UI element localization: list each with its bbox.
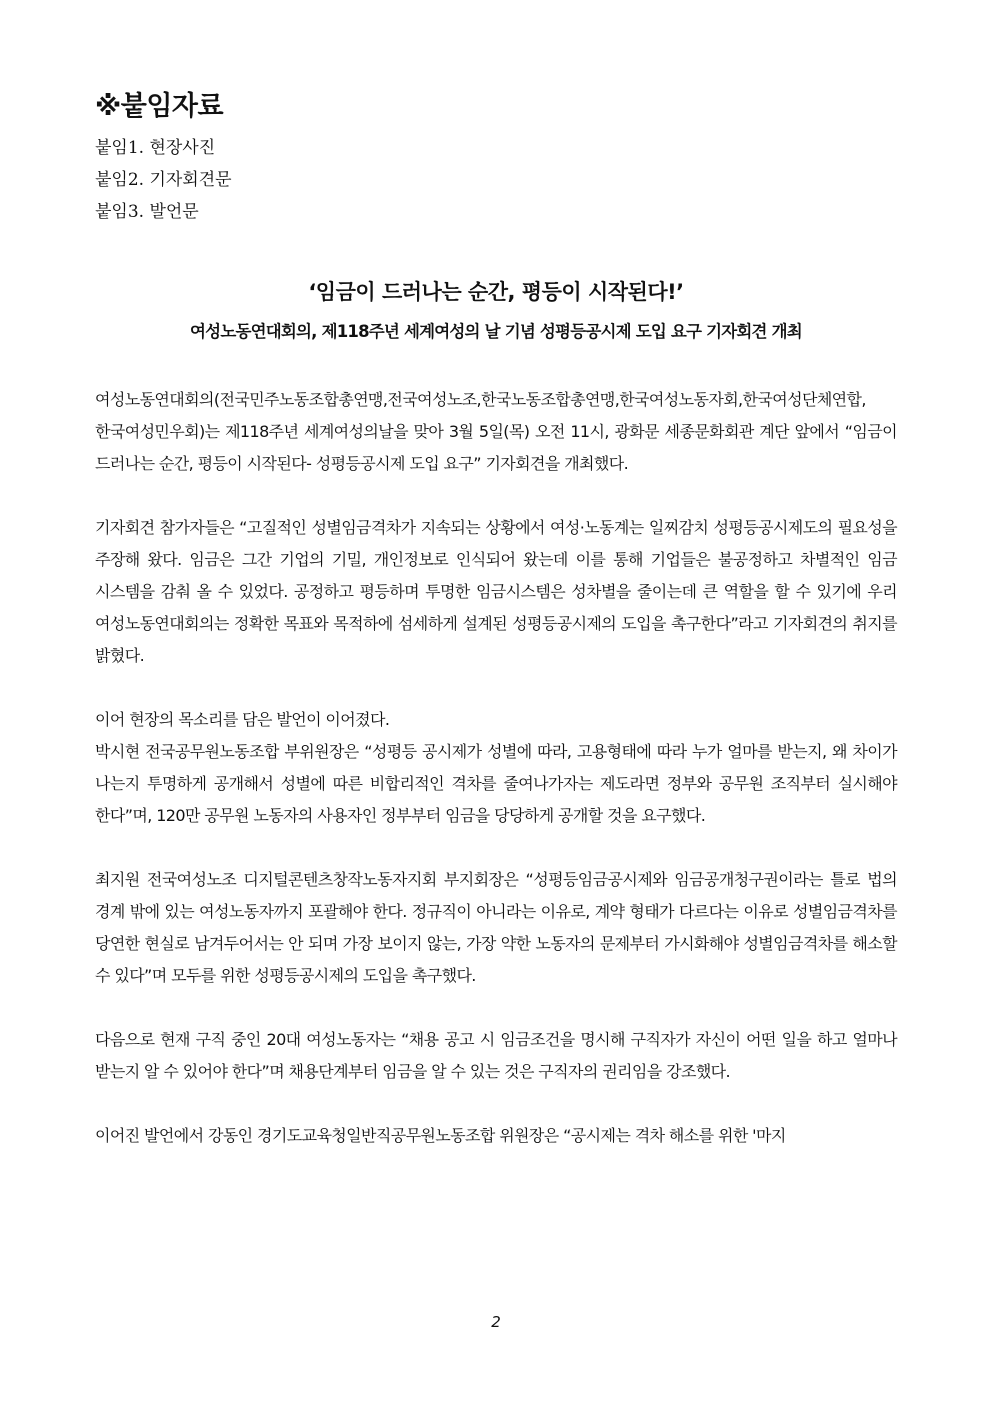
paragraph-speaker-kang: 이어진 발언에서 강동인 경기도교육청일반직공무원노동조합 위원장은 “공시제는 격차 해소를 위한 '마지 [95, 1126, 786, 1145]
paragraph-speaker-choi: 최지원 전국여성노조 디지털콘텐츠창작노동자지회 부지회장은 “성평등임금공시제와 임금공개청구권이라는 틀로 법의 경계 밖에 있는 여성노동자까지 포괄해야 한다. 정규직이 아니라는 이유로, 계약 형태가 다르다는 이유로 성별임금격차를 당연한 현실로 남겨두어서는 안 되며 가장 보이지 않는, 가장 약한 노동자의 문제부터 가시화해야 성별임금격차를 해소할 수 있다”며 모두를 위한 성평등공시제의 도입을 촉구했다. [95, 870, 897, 985]
paragraph-intro: 여성노동연대회의(전국민주노동조합총연맹,전국여성노조,한국노동조합총연맹,한국여성노동자회,한국여성단체연합,한국여성민우회)는 제118주년 세계여성의날을 맞아 3월 5일(목) 오전 11시, 광화문 세종문화회관 계단 앞에서 “임금이 드러나는 순간, 평등이 시작된다- 성평등공시제 도입 요구” 기자회견을 개최했다. [95, 390, 897, 473]
article-headline: ‘임금이 드러나는 순간, 평등이 시작된다!’ [308, 280, 684, 304]
document-page [95, 88, 897, 1152]
paragraph-job-seeker: 다음으로 현재 구직 중인 20대 여성노동자는 “채용 공고 시 임금조건을 명시해 구직자가 자신이 어떤 일을 하고 얼마나 받는지 알 수 있어야 한다”며 채용단계부터 임금을 알 수 있는 것은 구직자의 권리임을 강조했다. [95, 1030, 897, 1081]
attachment-item-3: 붙임3. 발언문 [95, 202, 199, 222]
attachment-item-2: 붙임2. 기자회견문 [95, 170, 232, 190]
paragraph-speaker-park: 박시현 전국공무원노동조합 부위원장은 “성평등 공시제가 성별에 따라, 고용형태에 따라 누가 얼마를 받는지, 왜 차이가 나는지 투명하게 공개해서 성별에 따른 비합리적인 격차를 줄여나가자는 제도라면 정부와 공무원 조직부터 실시해야 한다”며, 120만 공무원 노동자의 사용자인 정부부터 임금을 당당하게 공개할 것을 요구했다. [95, 742, 897, 825]
attachments-list [95, 132, 897, 228]
paragraph-purpose: 기자회견 참가자들은 “고질적인 성별임금격차가 지속되는 상황에서 여성·노동계는 일찌감치 성평등공시제도의 필요성을 주장해 왔다. 임금은 그간 기업의 기밀, 개인정보로 인식되어 왔는데 이를 통해 기업들은 불공정하고 차별적인 임금 시스템을 감춰 올 수 있었다. 공정하고 평등하며 투명한 임금시스템은 성차별을 줄이는데 큰 역할을 할 수 있기에 우리 여성노동연대회의는 정확한 목표와 목적하에 섬세하게 설계된 성평등공시제의 도입을 촉구한다”라고 기자회견의 취지를 밝혔다. [95, 518, 897, 665]
paragraph-transition: 이어 현장의 목소리를 담은 발언이 이어졌다. [95, 710, 390, 729]
article-body [95, 384, 897, 1152]
article-subheadline: 여성노동연대회의, 제118주년 세계여성의 날 기념 성평등공시제 도입 요구 기자회견 개최 [190, 322, 802, 341]
attachment-item-1: 붙임1. 현장사진 [95, 138, 216, 158]
attachments-title: ※붙임자료 [95, 91, 224, 122]
page-number: 2 [491, 1313, 501, 1331]
